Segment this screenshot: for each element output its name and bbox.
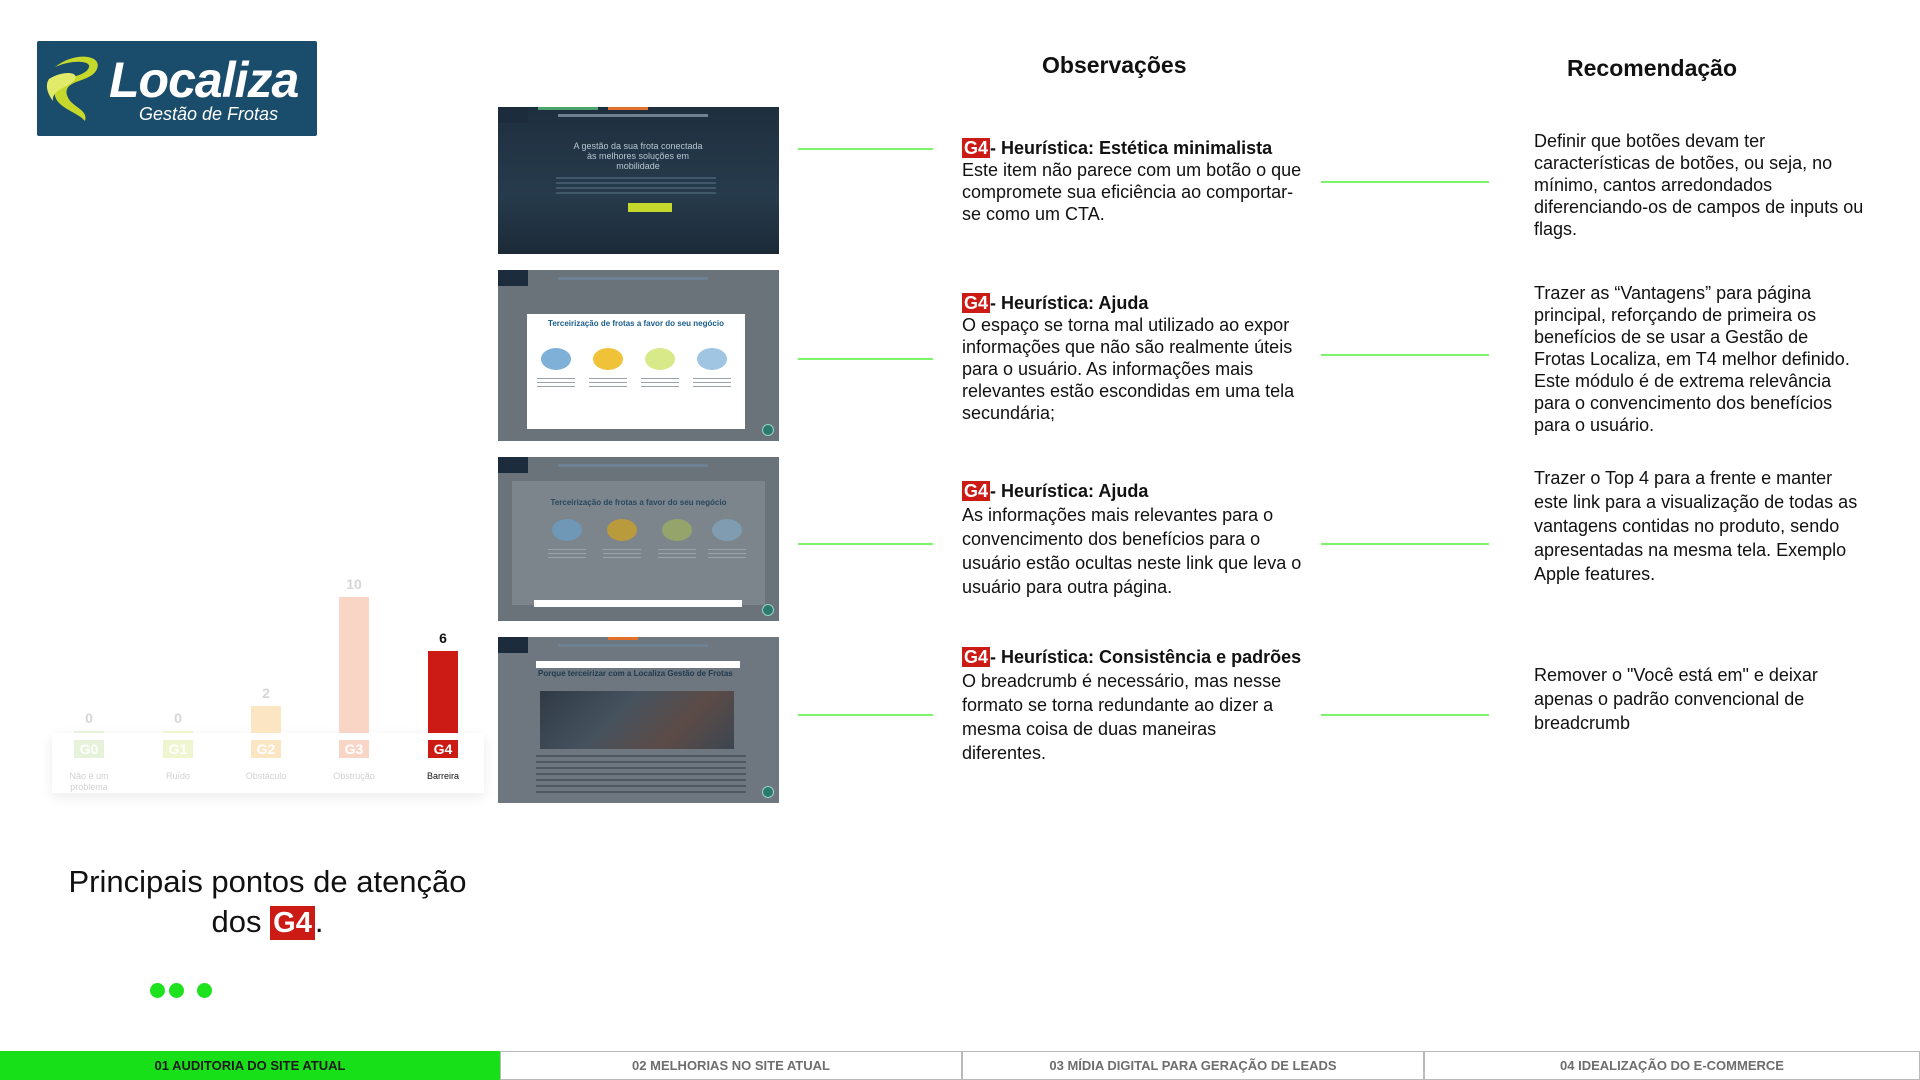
chart-value-g4: 6 bbox=[439, 630, 447, 646]
observation-1 bbox=[962, 137, 1302, 225]
thumb-text-lines bbox=[536, 755, 746, 797]
connector-line bbox=[1321, 543, 1489, 545]
thumb-nav-bar bbox=[498, 457, 528, 473]
chart-value-g2: 2 bbox=[262, 685, 270, 701]
recommendation-heading: Recomendação bbox=[1567, 55, 1738, 81]
thumb-nav-bar bbox=[498, 270, 528, 286]
footer-tab-midia[interactable]: 03 MÍDIA DIGITAL PARA GERAÇÃO DE LEADS bbox=[962, 1051, 1424, 1080]
recommendation-2: Trazer as “Vantagens” para página principal, reforçando de primeira os benefícios de se usar a Gestão de Frotas Localiza, em T4 melhor definido. Este módulo é de extrema relevância para o convencimento dos benefícios para o usuário. bbox=[1534, 283, 1850, 435]
observations-heading: Observações bbox=[1042, 52, 1187, 78]
chart-label-g3: Obstrução bbox=[333, 771, 375, 781]
footer-nav bbox=[0, 1051, 1920, 1080]
connector-line bbox=[1321, 714, 1489, 716]
connector-line bbox=[798, 714, 933, 716]
severity-tag: G4 bbox=[964, 293, 989, 313]
page-title bbox=[40, 862, 495, 942]
screenshot-panel bbox=[498, 457, 779, 621]
chart-tag-g2: G2 bbox=[251, 740, 281, 758]
heuristic-title: - Heurística: Ajuda bbox=[990, 293, 1149, 313]
footer-tab-auditoria[interactable]: 01 AUDITORIA DO SITE ATUAL bbox=[0, 1051, 500, 1080]
severity-tag: G4 bbox=[964, 138, 989, 158]
pagination-dot[interactable] bbox=[150, 983, 165, 998]
chart-bar-g1 bbox=[163, 731, 193, 733]
chart-bar-g2 bbox=[251, 706, 281, 733]
screenshot-modal bbox=[498, 270, 779, 441]
thumb-link bbox=[534, 600, 742, 607]
severity-tag: G4 bbox=[964, 481, 989, 501]
chart-tag-g4: G4 bbox=[428, 740, 458, 758]
heuristic-title: - Heurística: Estética minimalista bbox=[990, 138, 1273, 158]
thumb-nav-bar bbox=[498, 107, 528, 123]
chart-bar-g3 bbox=[339, 597, 369, 733]
observation-4 bbox=[962, 645, 1302, 765]
chart-bar-g4 bbox=[428, 651, 458, 733]
connector-line bbox=[1321, 354, 1489, 356]
chart-value-g1: 0 bbox=[174, 710, 182, 726]
heuristic-title: - Heurística: Consistência e padrões bbox=[990, 647, 1302, 667]
recommendation-3: Trazer o Top 4 para a frente e manter este link para a visualização de todas as vantagens contidas no produto, sendo apresentadas na mesma tela. Exemplo Apple features. bbox=[1534, 468, 1858, 584]
thumb-hero-title: A gestão da sua frota conectada às melhores soluções em mobilidade bbox=[573, 141, 703, 171]
pagination-dot[interactable] bbox=[169, 983, 184, 998]
connector-line bbox=[798, 543, 933, 545]
chart-label-g0: Não é um problema bbox=[69, 771, 109, 792]
title-line-1: Principais pontos de atenção bbox=[68, 864, 467, 899]
recommendation-1: Definir que botões devam ter características de botões, ou seja, no mínimo, cantos arredondados diferenciando-os de campos de inputs ou flags. bbox=[1534, 131, 1864, 239]
connector-line bbox=[798, 148, 933, 150]
localiza-logo bbox=[37, 41, 317, 136]
localiza-swoosh-icon bbox=[45, 49, 109, 124]
logo-subtitle: Gestão de Frotas bbox=[139, 104, 279, 124]
thumb-photo bbox=[540, 691, 734, 749]
connector-line bbox=[1321, 181, 1489, 183]
footer-tab-ecommerce[interactable]: 04 IDEALIZAÇÃO DO E-COMMERCE bbox=[1424, 1051, 1920, 1080]
thumb-modal bbox=[527, 314, 745, 429]
thumb-panel bbox=[512, 481, 765, 605]
heuristic-title: - Heurística: Ajuda bbox=[990, 481, 1149, 501]
chat-icon bbox=[762, 786, 774, 798]
observation-2 bbox=[962, 292, 1302, 424]
logo-name: Localiza bbox=[109, 52, 299, 108]
chart-value-g3: 10 bbox=[346, 576, 362, 592]
connector-line bbox=[798, 358, 933, 360]
observation-text: As informações mais relevantes para o convencimento dos benefícios para o usuário estão ocultas neste link que leva o usuário para outra página. bbox=[962, 505, 1302, 597]
chart-value-g0: 0 bbox=[85, 710, 93, 726]
thumb-panel-title: Terceirização de frotas a favor do seu negócio bbox=[550, 498, 727, 507]
chart-tag-g0: G0 bbox=[74, 740, 104, 758]
thumb-modal-title: Terceirização de frotas a favor do seu negócio bbox=[548, 319, 724, 328]
chart-tag-g3: G3 bbox=[339, 740, 369, 758]
thumb-nav-bar bbox=[498, 637, 528, 653]
chart-label-g1: Ruído bbox=[165, 771, 191, 781]
chart-label-g2: Obstáculo bbox=[245, 771, 287, 781]
observation-text: Este item não parece com um botão o que compromete sua eficiência ao comportar-se como um CTA. bbox=[962, 160, 1302, 224]
screenshot-breadcrumb bbox=[498, 637, 779, 803]
chat-icon bbox=[762, 604, 774, 616]
observation-3 bbox=[962, 479, 1302, 599]
screenshot-hero bbox=[498, 107, 779, 254]
chat-icon bbox=[762, 424, 774, 436]
chart-label-g4: Barreira bbox=[426, 771, 459, 781]
footer-tab-melhorias[interactable]: 02 MELHORIAS NO SITE ATUAL bbox=[500, 1051, 962, 1080]
thumb-breadcrumb bbox=[536, 661, 740, 668]
title-tag: G4 bbox=[270, 906, 315, 940]
thumb-cta bbox=[628, 203, 672, 212]
chart-bar-g0 bbox=[74, 731, 104, 733]
title-prefix: dos bbox=[211, 904, 271, 939]
recommendation-4: Remover o "Você está em" e deixar apenas o padrão convencional de breadcrumb bbox=[1534, 665, 1818, 733]
thumb-hero-text bbox=[556, 177, 716, 195]
title-suffix: . bbox=[314, 904, 324, 939]
observation-text: O breadcrumb é necessário, mas nesse formato se torna redundante ao dizer a mesma coisa de duas maneiras diferentes. bbox=[962, 671, 1282, 763]
observation-text: O espaço se torna mal utilizado ao expor informações que não são realmente úteis para o usuário. As informações mais relevantes estão escondidas em uma tela secundária; bbox=[962, 315, 1295, 423]
pagination-dot[interactable] bbox=[197, 983, 212, 998]
chart-tag-g1: G1 bbox=[163, 740, 193, 758]
thumb-breadcrumb-title: Porque terceirizar com a Localiza Gestão de Frotas bbox=[538, 669, 733, 678]
severity-tag: G4 bbox=[964, 647, 989, 667]
